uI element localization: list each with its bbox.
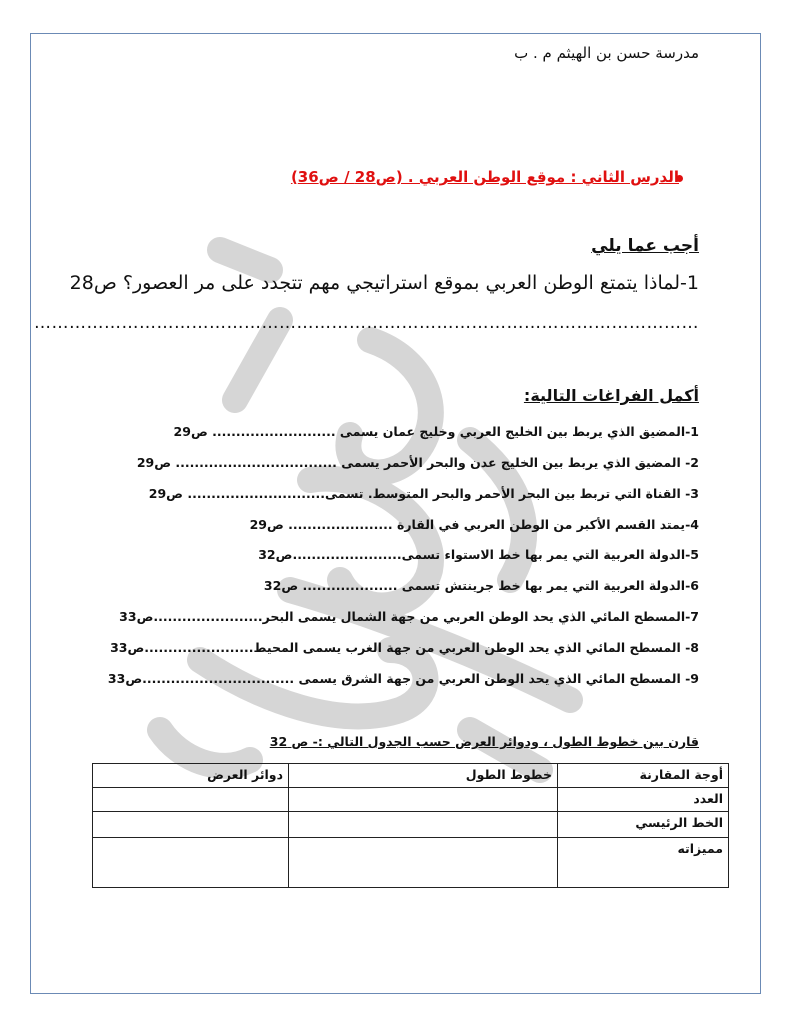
- table-cell: [289, 788, 558, 812]
- table-header-row: [93, 764, 729, 788]
- table-cell: [289, 838, 558, 888]
- table-cell: [93, 812, 289, 838]
- table-row: [93, 838, 729, 888]
- table-row-label: الخط الرئيسي: [558, 812, 729, 838]
- fill-item-4: 4-يمتد القسم الأكبر من الوطن العربي في القارة ...................... ص29: [249, 517, 699, 532]
- answer-heading: أجب عما يلي: [591, 236, 699, 256]
- fill-item-6: 6-الدولة العربية التي يمر بها خط جرينتش تسمى .................... ص32: [263, 578, 699, 593]
- question-1-answer-line: ……………………………………………………………………………………………………: [34, 313, 699, 333]
- fill-blanks-heading: أكمل الفراغات التالية:: [523, 386, 699, 405]
- comparison-table: [92, 763, 729, 888]
- fill-item-2: 2- المضيق الذي يربط بين الخليج عدن والبحر الأحمر يسمى .................................. ص29: [136, 455, 699, 470]
- table-cell: [289, 812, 558, 838]
- compare-heading: قارن بين خطوط الطول ، ودوائر العرض حسب الجدول التالي :- ص 32: [269, 734, 699, 749]
- question-1: 1-لماذا يتمتع الوطن العربي بموقع استراتيجي مهم تتجدد على مر العصور؟ ص28: [69, 272, 699, 294]
- table-row: [93, 788, 729, 812]
- lesson-title: الدرس الثاني : موقع الوطن العربي . (ص28 / ص36): [290, 168, 679, 186]
- fill-item-7: 7-المسطح المائي الذي يحد الوطن العربي من جهة الشمال يسمى البحر.......................ص33: [119, 609, 699, 624]
- fill-item-1: 1-المضيق الذي يربط بين الخليج العربي وخليج عمان يسمى .......................... ص29: [173, 424, 699, 439]
- fill-item-8: 8- المسطح المائي الذي يحد الوطن العربي من جهة الغرب يسمى المحيط.......................ص33: [110, 640, 699, 655]
- table-header-cell: أوجة المقارنة: [558, 764, 729, 788]
- fill-item-3: 3- القناة التي تربط بين البحر الأحمر والبحر المتوسط. تسمى............................. ص29: [148, 486, 699, 501]
- fill-item-5: 5-الدولة العربية التي يمر بها خط الاستواء تسمى.......................ص32: [258, 547, 699, 562]
- table-row-label: مميزاته: [558, 838, 729, 888]
- table-header-cell: خطوط الطول: [289, 764, 558, 788]
- fill-item-9: 9- المسطح المائي الذي يحد الوطن العربي من جهة الشرق يسمى ................................ص33: [107, 671, 699, 686]
- school-name: مدرسة حسن بن الهيثم م . ب: [514, 44, 699, 62]
- table-cell: [93, 788, 289, 812]
- table-row-label: العدد: [558, 788, 729, 812]
- table-cell: [93, 838, 289, 888]
- table-row: [93, 812, 729, 838]
- table-header-cell: دوائر العرض: [93, 764, 289, 788]
